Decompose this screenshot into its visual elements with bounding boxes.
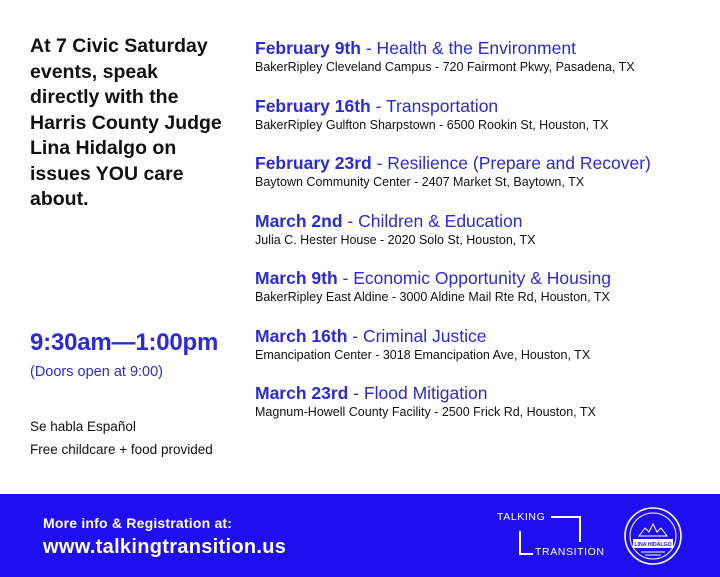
- event-address: BakerRipley Gulfton Sharpstown - 6500 Rookin St, Houston, TX: [255, 117, 609, 132]
- event-address: BakerRipley East Aldine - 3000 Aldine Mail Rte Rd, Houston, TX: [255, 290, 610, 304]
- event-title: [255, 383, 715, 404]
- intro-emphasis: YOU: [95, 162, 139, 185]
- event-address: BakerRipley Cleveland Campus - 720 Fairmont Pkwy, Pasadena, TX: [255, 60, 635, 74]
- event-date: March 23rd: [255, 383, 349, 403]
- intro-line: Lina Hidalgo on: [30, 137, 177, 159]
- event-item: [255, 153, 715, 211]
- event-title: [255, 153, 715, 174]
- event-item: [255, 38, 715, 96]
- intro-line: about.: [30, 188, 89, 210]
- intro-text: [30, 34, 250, 213]
- event-item: [255, 211, 715, 269]
- event-topic: - Resilience (Prepare and Recover): [371, 153, 651, 173]
- event-date: February 23rd: [255, 153, 372, 173]
- event-date: February 9th: [255, 38, 361, 58]
- event-item: [255, 383, 715, 441]
- event-item: [255, 268, 715, 326]
- intro-paragraph: [30, 34, 250, 213]
- more-info-label: More info & Registration at:: [43, 515, 233, 531]
- event-topic: - Criminal Justice: [347, 325, 487, 346]
- footer-banner: [0, 494, 720, 577]
- intro-line: [30, 162, 250, 188]
- event-date: March 16th: [255, 325, 348, 346]
- event-address: Emancipation Center - 3018 Emancipation Ave, Houston, TX: [255, 347, 591, 362]
- intro-line-pre: issues: [30, 162, 96, 185]
- intro-line: Harris County Judge: [30, 111, 222, 134]
- event-item: [255, 96, 715, 154]
- doors-open-note: (Doors open at 9:00): [30, 364, 163, 380]
- event-topic: - Transportation: [370, 95, 499, 116]
- logo-bracket-left: [519, 531, 533, 555]
- talking-transition-logo: [497, 511, 609, 561]
- event-date: March 9th: [255, 268, 338, 288]
- intro-line: At 7 Civic Saturday: [30, 35, 208, 57]
- seal-text: LINA HIDALGO: [634, 542, 672, 548]
- intro-line-post: care: [138, 162, 184, 185]
- event-topic: - Children & Education: [342, 210, 523, 231]
- childcare-note: Free childcare + food provided: [30, 442, 213, 457]
- event-address: Julia C. Hester House - 2020 Solo St, Houston, TX: [255, 232, 536, 247]
- logo-text-top: TALKING: [497, 511, 546, 523]
- event-title: [255, 38, 715, 59]
- event-date: March 2nd: [255, 210, 343, 231]
- event-address: Baytown Community Center - 2407 Market St, Baytown, TX: [255, 175, 585, 189]
- event-address: Magnum-Howell County Facility - 2500 Frick Rd, Houston, TX: [255, 405, 596, 419]
- event-title: [255, 268, 715, 289]
- event-item: [255, 326, 715, 384]
- event-title: [255, 96, 715, 117]
- county-seal-icon: [623, 506, 683, 566]
- intro-line: events, speak: [30, 60, 158, 83]
- website-link[interactable]: www.talkingtransition.us: [43, 536, 287, 558]
- event-date: February 16th: [255, 95, 371, 116]
- event-time: 9:30am—1:00pm: [30, 329, 219, 356]
- event-topic: - Health & the Environment: [361, 38, 576, 58]
- event-title: [255, 211, 715, 232]
- language-note: Se habla Español: [30, 419, 136, 434]
- intro-line: directly with the: [30, 86, 179, 108]
- logo-text-bottom: TRANSITION: [535, 546, 605, 558]
- event-title: [255, 326, 715, 347]
- logo-bracket-right: [551, 516, 581, 542]
- event-topic: - Flood Mitigation: [348, 383, 488, 403]
- event-topic: - Economic Opportunity & Housing: [337, 268, 611, 288]
- event-schedule: [255, 38, 715, 441]
